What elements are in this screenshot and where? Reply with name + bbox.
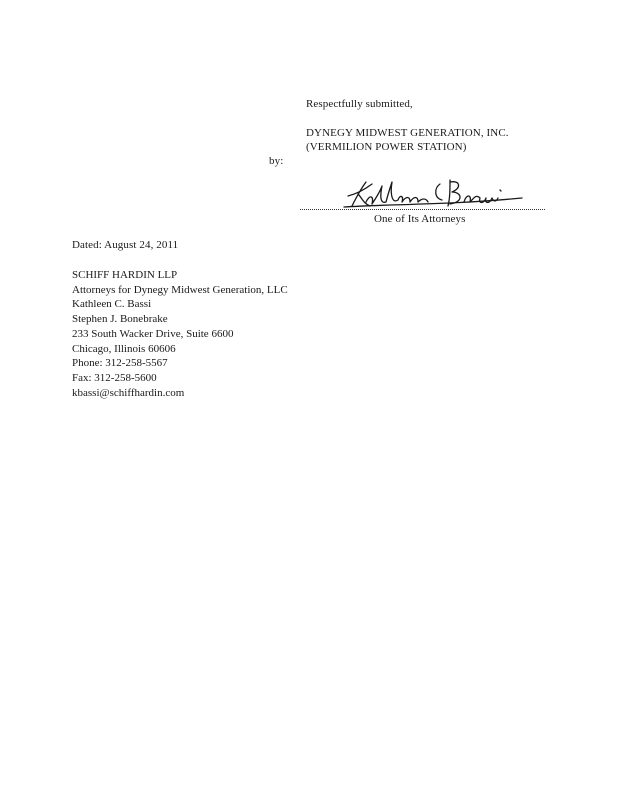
date-line: Dated: August 24, 2011 <box>72 239 179 251</box>
company-station: (VERMILION POWER STATION) <box>306 141 467 153</box>
fax-number: Fax: 312-258-5600 <box>72 371 157 384</box>
firm-role: Attorneys for Dynegy Midwest Generation, LLC <box>72 283 288 296</box>
firm-name: SCHIFF HARDIN LLP <box>72 269 178 281</box>
phone-number: Phone: 312-258-5567 <box>72 357 168 370</box>
closing-text: Respectfully submitted, <box>306 98 413 110</box>
email-address: kbassi@schiffhardin.com <box>72 386 185 399</box>
signature-line <box>300 209 545 210</box>
attorney-name: Kathleen C. Bassi <box>72 298 152 311</box>
firm-address-block <box>72 268 288 400</box>
city-address: Chicago, Illinois 60606 <box>72 342 176 355</box>
handwritten-signature <box>300 176 550 212</box>
company-name: DYNEGY MIDWEST GENERATION, INC. <box>306 127 509 139</box>
by-label: by: <box>269 155 284 167</box>
signature-caption: One of Its Attorneys <box>374 213 466 225</box>
signature-block <box>300 176 550 212</box>
street-address: 233 South Wacker Drive, Suite 6600 <box>72 327 234 340</box>
attorney-name: Stephen J. Bonebrake <box>72 313 168 326</box>
